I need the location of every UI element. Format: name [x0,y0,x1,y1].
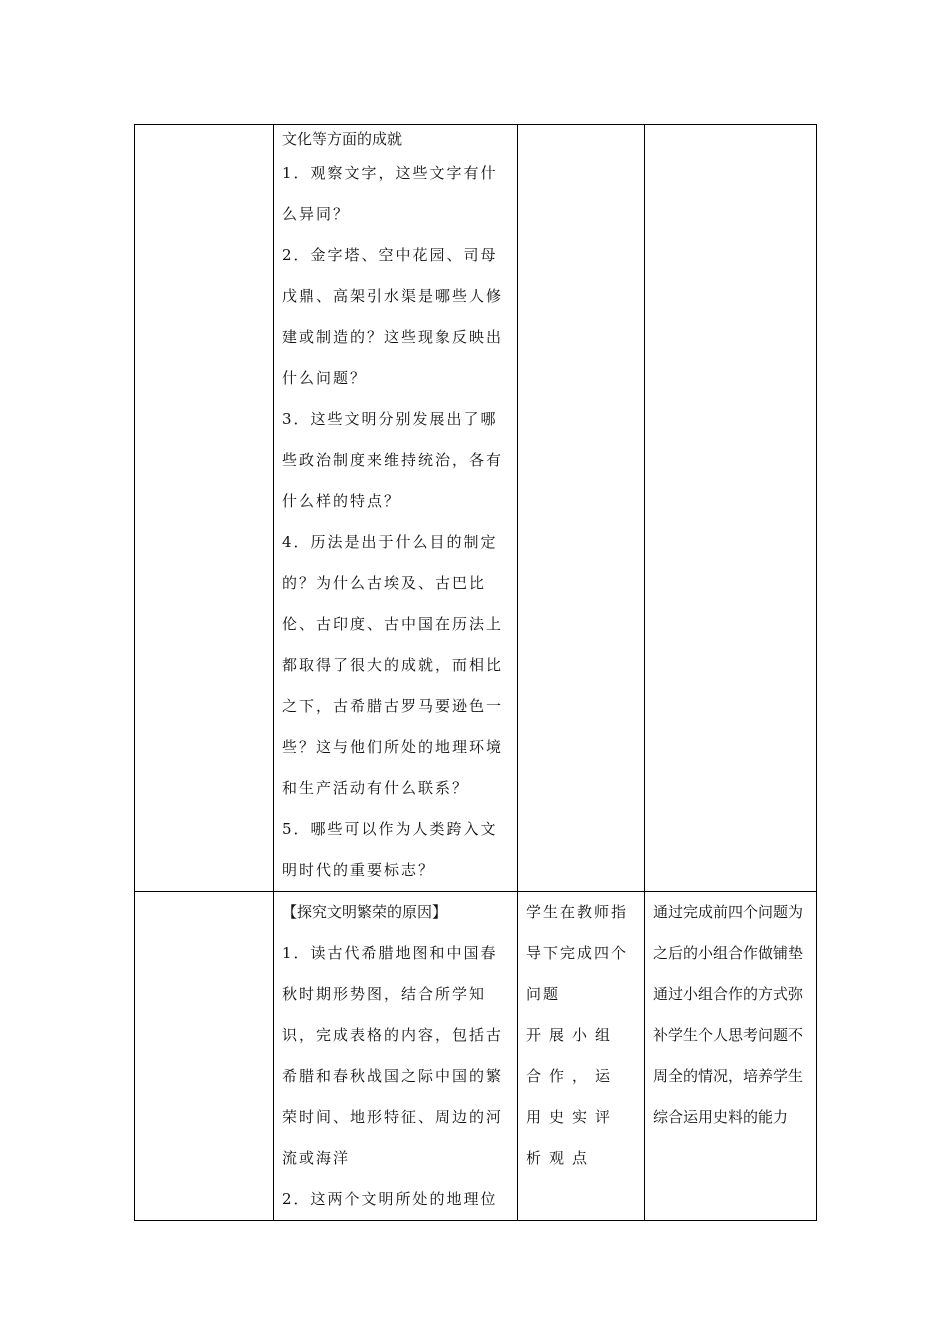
activity-line: 学生在教师指导下完成四个问题 [526,903,629,1003]
cell-teaching-content [274,892,518,1221]
content-line: 1．读古代希腊地图和中国春秋时期形势图，结合所学知识，完成表格的内容，包括古希腊和春秋战国之际中国的繁荣时间、地形特征、周边的河流或海洋 [282,944,504,1167]
content-line: 4．历法是出于什么目的制定的？为什么古埃及、古巴比伦、古印度、古中国在历法上都取得了很大的成就，而相比之下，古希腊古罗马要逊色一些？这与他们所处的地理环境和生产活动有什么联系？ [282,533,504,797]
content-line: 文化等方面的成就 [282,130,403,148]
table-row [135,892,817,1221]
cell-design-intent [645,892,817,1221]
content-line: 5．哪些可以作为人类跨入文明时代的重要标志？ [282,820,498,879]
cell-stage [135,125,274,892]
intent-line: 通过完成前四个问题为之后的小组合作做铺垫 [653,903,804,962]
section-heading: 【探究文明繁荣的原因】 [282,903,448,921]
intent-line: 通过小组合作的方式弥补学生个人思考问题不周全的情况，培养学生综合运用史料的能力 [653,985,804,1126]
content-line: 2．金字塔、空中花园、司母戊鼎、高架引水渠是哪些人修建或制造的？这些现象反映出什么问题？ [282,246,504,387]
content-line: 3．这些文明分别发展出了哪些政治制度来维持统治，各有什么样的特点？ [282,410,504,510]
content-line: 1．观察文字，这些文字有什么异同？ [282,164,498,223]
cell-student-activity [518,892,645,1221]
cell-teaching-content [274,125,518,892]
cell-student-activity [518,125,645,892]
content-line: 2．这两个文明所处的地理位 [282,1190,498,1208]
cell-stage [135,892,274,1221]
activity-line: 开展小组合作，运用史实评析观点 [526,1026,619,1167]
table-row [135,125,817,892]
cell-design-intent [645,125,817,892]
lesson-plan-table [134,124,817,1221]
